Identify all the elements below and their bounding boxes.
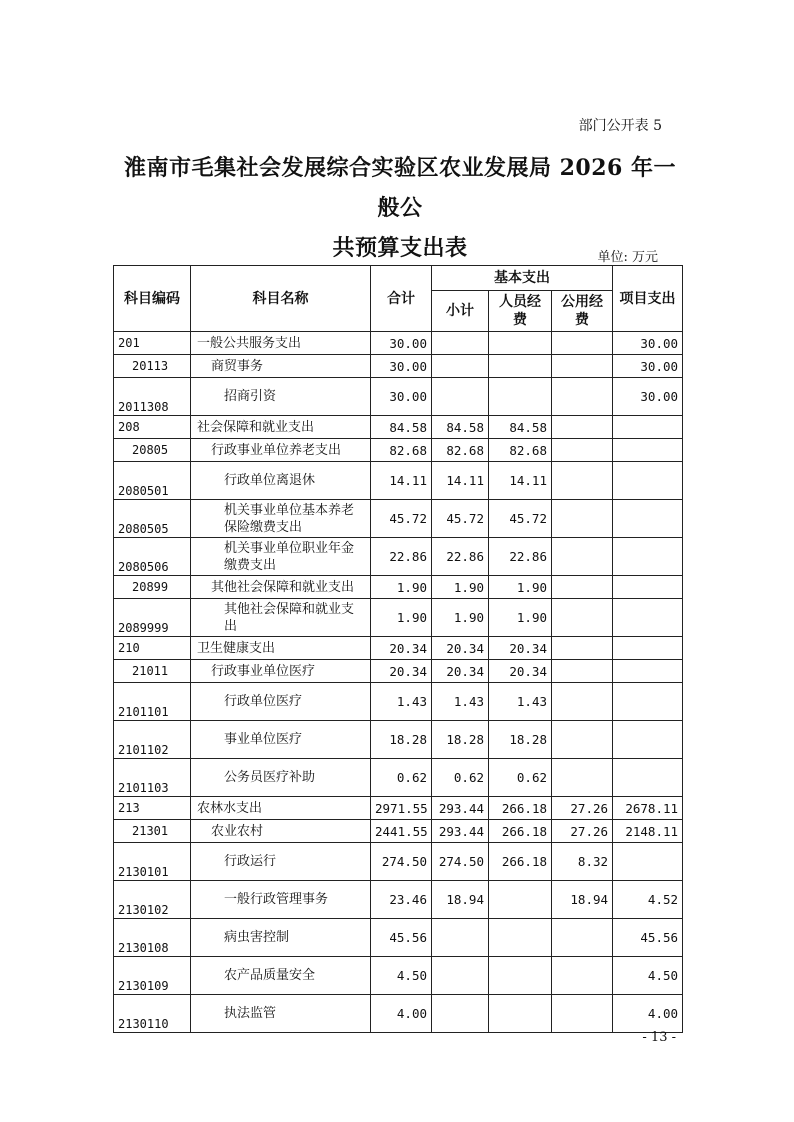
- table-row: [114, 439, 683, 462]
- cell-project: [613, 416, 683, 439]
- cell-personnel: 266.18: [489, 820, 552, 843]
- cell-project: [613, 599, 683, 637]
- cell-code: 20805: [114, 439, 191, 462]
- cell-project: [613, 538, 683, 576]
- cell-total: 2441.55: [371, 820, 432, 843]
- cell-project: [613, 462, 683, 500]
- cell-subtotal: 14.11: [432, 462, 489, 500]
- cell-project: [613, 683, 683, 721]
- header-personnel: 人员经费: [489, 291, 552, 332]
- cell-code: 2011308: [114, 378, 191, 416]
- cell-personnel: 45.72: [489, 500, 552, 538]
- cell-public: [552, 462, 613, 500]
- title-line-1: 淮南市毛集社会发展综合实验区农业发展局 2026 年一般公: [123, 155, 677, 221]
- table-row: [114, 462, 683, 500]
- cell-code: 20899: [114, 576, 191, 599]
- cell-total: 45.72: [371, 500, 432, 538]
- cell-project: 30.00: [613, 355, 683, 378]
- cell-project: [613, 500, 683, 538]
- cell-code: 208: [114, 416, 191, 439]
- budget-table: [113, 265, 683, 1033]
- cell-personnel: 20.34: [489, 637, 552, 660]
- table-row: [114, 721, 683, 759]
- table-row: [114, 759, 683, 797]
- cell-personnel: [489, 378, 552, 416]
- cell-total: 20.34: [371, 660, 432, 683]
- cell-project: [613, 439, 683, 462]
- cell-personnel: 1.90: [489, 576, 552, 599]
- title-line-2: 共预算支出表: [332, 235, 468, 261]
- cell-subtotal: 293.44: [432, 820, 489, 843]
- table-row: [114, 995, 683, 1033]
- cell-public: [552, 378, 613, 416]
- cell-subtotal: [432, 919, 489, 957]
- cell-project: 2678.11: [613, 797, 683, 820]
- cell-personnel: 82.68: [489, 439, 552, 462]
- cell-subtotal: 22.86: [432, 538, 489, 576]
- cell-name: 事业单位医疗: [191, 721, 371, 759]
- table-row: [114, 881, 683, 919]
- cell-code: 2130109: [114, 957, 191, 995]
- cell-total: 84.58: [371, 416, 432, 439]
- cell-name: 招商引资: [191, 378, 371, 416]
- cell-total: 274.50: [371, 843, 432, 881]
- table-row: [114, 538, 683, 576]
- cell-name: 行政单位医疗: [191, 683, 371, 721]
- table-row: [114, 820, 683, 843]
- cell-subtotal: 82.68: [432, 439, 489, 462]
- cell-public: [552, 637, 613, 660]
- cell-personnel: 266.18: [489, 797, 552, 820]
- cell-name: 社会保障和就业支出: [191, 416, 371, 439]
- cell-total: 82.68: [371, 439, 432, 462]
- cell-total: 1.90: [371, 576, 432, 599]
- table-row: [114, 683, 683, 721]
- cell-subtotal: 20.34: [432, 637, 489, 660]
- cell-total: 22.86: [371, 538, 432, 576]
- page-number: - 13 -: [642, 1030, 676, 1045]
- cell-code: 2089999: [114, 599, 191, 637]
- cell-personnel: 22.86: [489, 538, 552, 576]
- cell-total: 30.00: [371, 355, 432, 378]
- cell-subtotal: [432, 355, 489, 378]
- cell-public: [552, 759, 613, 797]
- cell-project: [613, 576, 683, 599]
- table-body: [114, 332, 683, 1033]
- cell-subtotal: 20.34: [432, 660, 489, 683]
- cell-personnel: [489, 919, 552, 957]
- cell-personnel: 266.18: [489, 843, 552, 881]
- cell-subtotal: [432, 957, 489, 995]
- unit-label: 单位: 万元: [597, 250, 658, 265]
- page-title: [120, 148, 680, 268]
- cell-name: 行政单位离退休: [191, 462, 371, 500]
- cell-total: 4.50: [371, 957, 432, 995]
- cell-name: 公务员医疗补助: [191, 759, 371, 797]
- cell-project: 4.50: [613, 957, 683, 995]
- cell-public: [552, 995, 613, 1033]
- cell-public: [552, 538, 613, 576]
- cell-total: 20.34: [371, 637, 432, 660]
- header-public: 公用经费: [552, 291, 613, 332]
- cell-subtotal: 1.90: [432, 576, 489, 599]
- cell-subtotal: 0.62: [432, 759, 489, 797]
- table-row: [114, 957, 683, 995]
- cell-subtotal: 18.94: [432, 881, 489, 919]
- cell-name: 其他社会保障和就业支出: [191, 599, 371, 637]
- cell-code: 2130110: [114, 995, 191, 1033]
- cell-public: [552, 439, 613, 462]
- cell-personnel: 1.90: [489, 599, 552, 637]
- cell-subtotal: 274.50: [432, 843, 489, 881]
- cell-project: 30.00: [613, 332, 683, 355]
- cell-public: [552, 660, 613, 683]
- cell-personnel: [489, 881, 552, 919]
- table-row: [114, 599, 683, 637]
- cell-personnel: 84.58: [489, 416, 552, 439]
- table-row: [114, 355, 683, 378]
- cell-code: 20113: [114, 355, 191, 378]
- cell-project: 30.00: [613, 378, 683, 416]
- cell-subtotal: 18.28: [432, 721, 489, 759]
- cell-public: [552, 355, 613, 378]
- table-row: [114, 378, 683, 416]
- cell-public: 18.94: [552, 881, 613, 919]
- cell-project: 4.52: [613, 881, 683, 919]
- cell-personnel: 20.34: [489, 660, 552, 683]
- cell-subtotal: 84.58: [432, 416, 489, 439]
- cell-personnel: 1.43: [489, 683, 552, 721]
- cell-name: 一般行政管理事务: [191, 881, 371, 919]
- cell-total: 2971.55: [371, 797, 432, 820]
- cell-project: [613, 721, 683, 759]
- table-row: [114, 637, 683, 660]
- table-row: [114, 416, 683, 439]
- cell-total: 4.00: [371, 995, 432, 1033]
- cell-code: 2130102: [114, 881, 191, 919]
- cell-public: [552, 500, 613, 538]
- cell-public: [552, 599, 613, 637]
- header-code: 科目编码: [114, 266, 191, 332]
- cell-subtotal: [432, 332, 489, 355]
- cell-name: 机关事业单位基本养老保险缴费支出: [191, 500, 371, 538]
- cell-public: 8.32: [552, 843, 613, 881]
- cell-name: 执法监管: [191, 995, 371, 1033]
- cell-public: 27.26: [552, 820, 613, 843]
- cell-public: [552, 683, 613, 721]
- header-subtotal: 小计: [432, 291, 489, 332]
- cell-public: [552, 919, 613, 957]
- cell-public: 27.26: [552, 797, 613, 820]
- cell-public: [552, 576, 613, 599]
- cell-code: 2130108: [114, 919, 191, 957]
- table-row: [114, 797, 683, 820]
- header-basic: 基本支出: [432, 266, 613, 291]
- cell-total: 1.90: [371, 599, 432, 637]
- cell-total: 23.46: [371, 881, 432, 919]
- cell-personnel: [489, 332, 552, 355]
- cell-subtotal: [432, 995, 489, 1033]
- table-row: [114, 843, 683, 881]
- cell-name: 其他社会保障和就业支出: [191, 576, 371, 599]
- header-name: 科目名称: [191, 266, 371, 332]
- cell-name: 农产品质量安全: [191, 957, 371, 995]
- cell-name: 农业农村: [191, 820, 371, 843]
- cell-code: 2080505: [114, 500, 191, 538]
- cell-public: [552, 332, 613, 355]
- cell-code: 2080501: [114, 462, 191, 500]
- header-project: 项目支出: [613, 266, 683, 332]
- cell-name: 行政事业单位医疗: [191, 660, 371, 683]
- cell-subtotal: 1.43: [432, 683, 489, 721]
- cell-total: 30.00: [371, 332, 432, 355]
- cell-project: [613, 637, 683, 660]
- cell-code: 2101103: [114, 759, 191, 797]
- cell-code: 213: [114, 797, 191, 820]
- cell-subtotal: 45.72: [432, 500, 489, 538]
- cell-code: 201: [114, 332, 191, 355]
- cell-total: 45.56: [371, 919, 432, 957]
- cell-personnel: [489, 355, 552, 378]
- cell-total: 0.62: [371, 759, 432, 797]
- cell-code: 21301: [114, 820, 191, 843]
- cell-code: 2101101: [114, 683, 191, 721]
- cell-code: 210: [114, 637, 191, 660]
- cell-personnel: 0.62: [489, 759, 552, 797]
- cell-name: 病虫害控制: [191, 919, 371, 957]
- cell-public: [552, 957, 613, 995]
- cell-total: 18.28: [371, 721, 432, 759]
- table-row: [114, 500, 683, 538]
- cell-public: [552, 416, 613, 439]
- cell-project: [613, 843, 683, 881]
- cell-code: 2080506: [114, 538, 191, 576]
- cell-subtotal: 293.44: [432, 797, 489, 820]
- cell-name: 农林水支出: [191, 797, 371, 820]
- cell-name: 卫生健康支出: [191, 637, 371, 660]
- cell-total: 30.00: [371, 378, 432, 416]
- table-row: [114, 660, 683, 683]
- page-tag: 部门公开表 5: [578, 118, 662, 134]
- cell-personnel: 14.11: [489, 462, 552, 500]
- cell-project: [613, 660, 683, 683]
- header-total: 合计: [371, 266, 432, 332]
- cell-name: 一般公共服务支出: [191, 332, 371, 355]
- table-row: [114, 919, 683, 957]
- cell-personnel: 18.28: [489, 721, 552, 759]
- cell-project: 45.56: [613, 919, 683, 957]
- cell-project: 4.00: [613, 995, 683, 1033]
- cell-name: 行政运行: [191, 843, 371, 881]
- cell-total: 1.43: [371, 683, 432, 721]
- cell-name: 行政事业单位养老支出: [191, 439, 371, 462]
- cell-total: 14.11: [371, 462, 432, 500]
- cell-project: 2148.11: [613, 820, 683, 843]
- cell-code: 2130101: [114, 843, 191, 881]
- cell-personnel: [489, 957, 552, 995]
- cell-code: 21011: [114, 660, 191, 683]
- cell-name: 机关事业单位职业年金缴费支出: [191, 538, 371, 576]
- cell-code: 2101102: [114, 721, 191, 759]
- cell-subtotal: 1.90: [432, 599, 489, 637]
- table-row: [114, 332, 683, 355]
- cell-public: [552, 721, 613, 759]
- cell-personnel: [489, 995, 552, 1033]
- cell-project: [613, 759, 683, 797]
- cell-subtotal: [432, 378, 489, 416]
- table-row: [114, 576, 683, 599]
- cell-name: 商贸事务: [191, 355, 371, 378]
